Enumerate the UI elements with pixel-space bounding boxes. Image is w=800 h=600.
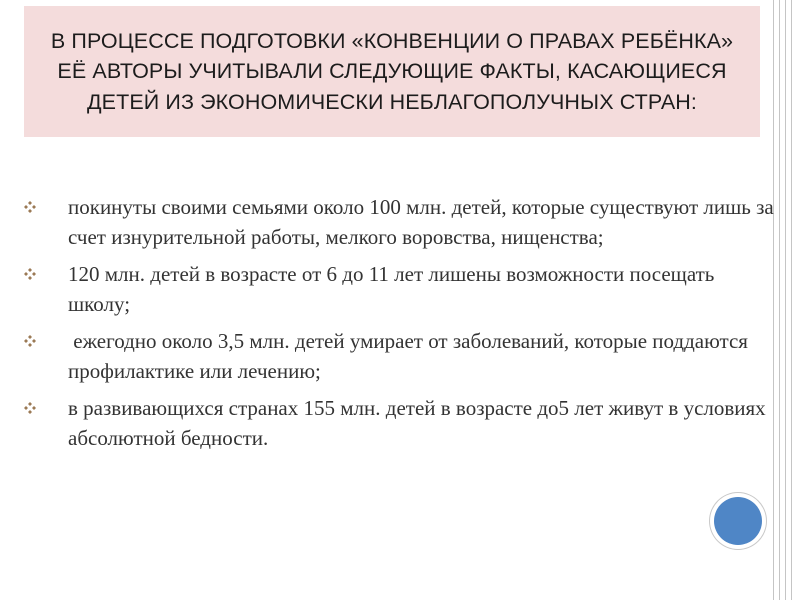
bullet-item xyxy=(20,326,780,386)
bullet-list xyxy=(20,192,780,460)
diamond-cluster-bullet-icon xyxy=(24,268,36,280)
bullet-text: в развивающихся странах 155 млн. детей в возрасте до5 лет живут в условиях абсолютной бедности. xyxy=(68,396,766,450)
bullet-text: 120 млн. детей в возрасте от 6 до 11 лет лишены возможности посещать школу; xyxy=(68,262,715,316)
slide-title-box xyxy=(24,6,760,137)
bullet-text: ежегодно около 3,5 млн. детей умирает от заболеваний, которые поддаются профилактике или лечению; xyxy=(68,329,754,383)
slide-title: В ПРОЦЕССЕ ПОДГОТОВКИ «КОНВЕНЦИИ О ПРАВАХ РЕБЁНКА» ЕЁ АВТОРЫ УЧИТЫВАЛИ СЛЕДУЮЩИЕ ФАКТЫ, КАСАЮЩИЕСЯ ДЕТЕЙ ИЗ ЭКОНОМИЧЕСКИ НЕБЛАГОПОЛУЧНЫХ СТРАН: xyxy=(50,29,734,114)
decorative-vertical-line xyxy=(791,0,792,600)
decorative-vertical-line xyxy=(785,0,786,600)
bullet-item xyxy=(20,192,780,252)
bullet-item xyxy=(20,259,780,319)
bullet-item xyxy=(20,393,780,453)
diamond-cluster-bullet-icon xyxy=(24,335,36,347)
diamond-cluster-bullet-icon xyxy=(24,201,36,213)
diamond-cluster-bullet-icon xyxy=(24,402,36,414)
blue-circle-decoration xyxy=(714,497,762,545)
bullet-text: покинуты своими семьями около 100 млн. детей, которые существуют лишь за счет изнурительной работы, мелкого воровства, нищенства; xyxy=(68,195,774,249)
